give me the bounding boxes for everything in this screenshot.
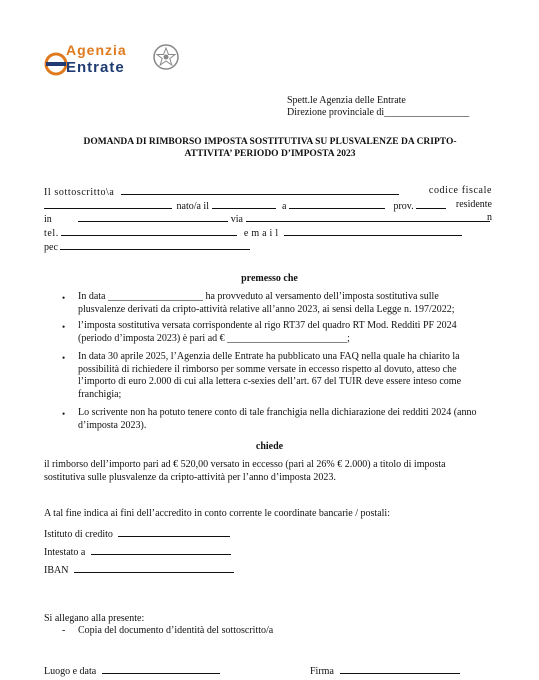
premesso-item-2: l’imposta sostitutiva versata corrispondente al rigo RT37 del quadro RT Mod. Redditi PF 2024 (periodo d’imposta 2023) è pari ad € ________________________; [78,320,457,344]
firma-row [310,664,460,677]
applicant-line-2 [44,199,492,212]
title-line-2: ATTIVITA’ PERIODO D’IMPOSTA 2023 [184,149,356,159]
bank-iban-row [44,563,234,576]
city-field[interactable] [78,212,228,222]
label-a: a [282,201,287,212]
pec-field[interactable] [60,240,250,250]
logo-word-entrate: Entrate [66,59,125,76]
label-nato-il: nato/a il [176,201,209,212]
applicant-line-5 [44,240,492,253]
label-istituto: Istituto di credito [44,529,113,540]
bank-istituto-row [44,527,230,540]
attachments-intro: Si allegano alla presente: [44,613,145,624]
label-tel: tel. [44,228,59,239]
label-intestato: Intestato a [44,547,86,558]
applicant-line-3 [44,212,492,225]
label-n: n [487,212,492,223]
istituto-field[interactable] [118,527,230,537]
applicant-line-1 [44,185,492,198]
codice-fiscale-field[interactable] [44,199,172,209]
name-field[interactable] [121,185,399,195]
recipient-line-1: Spett.le Agenzia delle Entrate [287,95,406,106]
label-email: email [243,228,282,239]
bank-intro: A tal fine indica ai fini dell’accredito in conto corrente le coordinate bancarie / postali: [44,508,390,519]
label-pec: pec [44,242,58,253]
logo-word-agenzia: Agenzia [66,42,127,58]
iban-field[interactable] [74,563,234,573]
agenzia-entrate-logo [44,40,184,84]
luogo-data-field[interactable] [102,664,220,674]
label-in: in [44,214,52,225]
bullet-1: • [62,293,66,303]
title-line-1: DOMANDA DI RIMBORSO IMPOSTA SOSTITUTIVA SU PLUSVALENZE DA CRIPTO- [83,137,457,147]
label-via: via [230,214,243,225]
label-iban: IBAN [44,565,69,576]
prov-field[interactable] [416,199,446,209]
phone-field[interactable] [61,226,237,236]
premesso-item-4: Lo scrivente non ha potuto tenere conto di tale franchigia nella dichiarazione dei redditi 2024 (anno d’imposta 2023). [78,407,477,431]
label-prov: prov. [393,201,414,212]
premesso-item-3: In data 30 aprile 2025, l’Agenzia delle Entrate ha pubblicato una FAQ nella quale ha chiarito la possibilità di richiedere il rimborso per somme versate in eccesso rispetto al dovuto, atteso che l’importo di euro 2.000 di cui alla lettera c-sexies dell’art. 67 del TUIR deve essere inteso come franchigia; [78,351,462,400]
chiede-heading: chiede [255,441,284,452]
email-field[interactable] [284,226,462,236]
label-codice-fiscale: codice fiscale [428,185,492,196]
premesso-heading: premesso che [241,273,298,284]
italian-republic-emblem-icon [152,43,180,76]
luogo-data-row [44,664,220,677]
birth-date-field[interactable] [212,199,276,209]
bullet-3: • [62,353,66,363]
street-field[interactable] [246,212,490,222]
intestato-field[interactable] [91,545,231,555]
bank-intestato-row [44,545,231,558]
chiede-text: il rimborso dell’importo pari ad € 520,00 versato in eccesso (pari al 26% € 2.000) a titolo di imposta sostitutiva sulle plusvalenze da cripto-attività per l’anno d’imposta 2023. [44,459,446,483]
applicant-line-4 [44,226,492,239]
label-luogo-data: Luogo e data [44,666,97,677]
recipient-line-2: Direzione provinciale di_________________ [287,107,470,118]
label-residente: residente [455,199,492,210]
birth-place-field[interactable] [289,199,385,209]
attachment-item-1: Copia del documento d’identità del sottoscritto/a [78,625,274,636]
attachment-dash: - [62,625,66,636]
label-firma: Firma [310,666,334,677]
bullet-2: • [62,322,66,332]
premesso-item-1: In data ___________________ ha provveduto al versamento dell’imposta sostitutiva sulle plusvalenze derivati da cripto-attività relative all’anno 2023, ai sensi della Legge n. 197/2022; [78,291,455,315]
firma-field[interactable] [340,664,460,674]
document-title [40,136,500,160]
label-sottoscritto: Il sottoscritto\a [44,187,115,198]
bullet-4: • [62,409,66,419]
